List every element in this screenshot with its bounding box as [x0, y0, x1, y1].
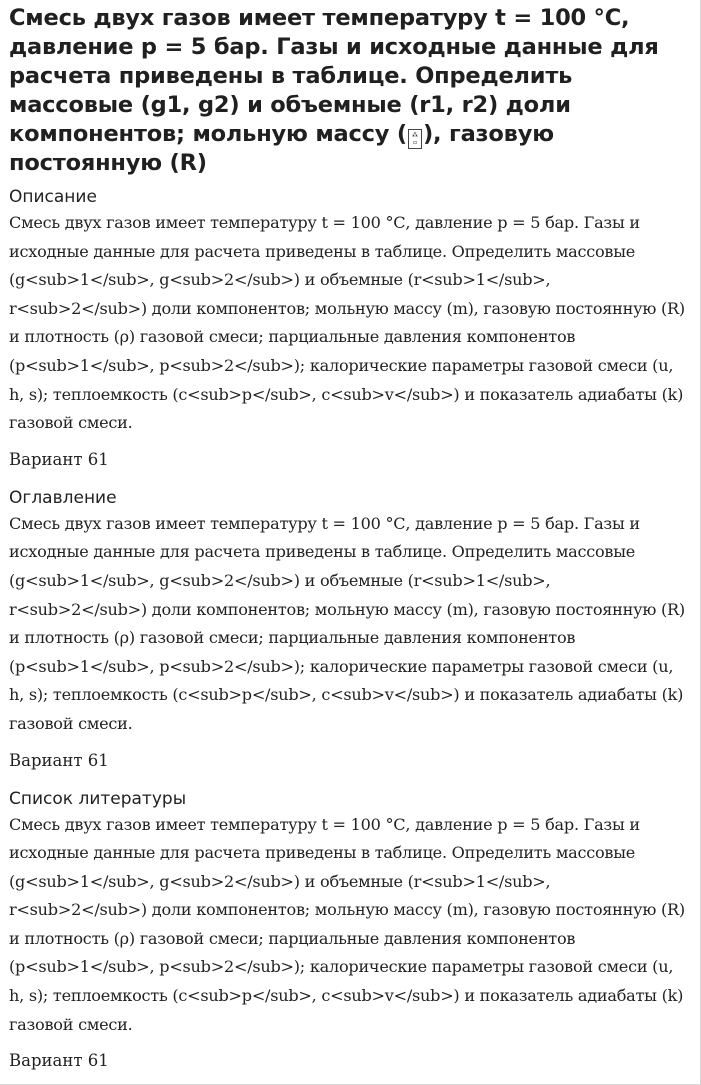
description-section [9, 184, 688, 473]
section-text: Смесь двух газов имеет температуру t = 100 °С, давление р = 5 бар. Газы и исходные данные для расчета приведены в таблице. Определить массовые (g<sub>1</sub>, g<sub>2</sub>) и объемные (r<sub>1</sub>, r<sub>2</sub>) доли компонентов; мольную массу (m), газовую постоянную (R) и плотность (ρ) газовой смеси; парциальные давления компонентов (p<sub>1</sub>, p<sub>2</sub>); калорические параметры газовой смеси (u, h, s); теплоемкость (c<sub>p</sub>, c<sub>v</sub>) и показатель адиабаты (k) газовой смеси. [9, 814, 685, 1034]
section-text: Смесь двух газов имеет температуру t = 100 °С, давление р = 5 бар. Газы и исходные данные для расчета приведены в таблице. Определить массовые (g<sub>1</sub>, g<sub>2</sub>) и объемные (r<sub>1</sub>, r<sub>2</sub>) доли компонентов; мольную массу (m), газовую постоянную (R) и плотность (ρ) газовой смеси; парциальные давления компонентов (p<sub>1</sub>, p<sub>2</sub>); калорические параметры газовой смеси (u, h, s); теплоемкость (c<sub>p</sub>, c<sub>v</sub>) и показатель адиабаты (k) газовой смеси. [9, 513, 685, 733]
section-text: Смесь двух газов имеет температуру t = 100 °С, давление р = 5 бар. Газы и исходные данные для расчета приведены в таблице. Определить массовые (g<sub>1</sub>, g<sub>2</sub>) и объемные (r<sub>1</sub>, r<sub>2</sub>) доли компонентов; мольную массу (m), газовую постоянную (R) и плотность (ρ) газовой смеси; парциальные давления компонентов (p<sub>1</sub>, p<sub>2</sub>); калорические параметры газовой смеси (u, h, s); теплоемкость (c<sub>p</sub>, c<sub>v</sub>) и показатель адиабаты (k) газовой смеси. [9, 213, 685, 433]
page-title [9, 4, 688, 178]
missing-glyph-icon: ⁂ ▫ [408, 129, 422, 149]
variant-label: Вариант 61 [9, 750, 109, 770]
section-heading: Оглавление [9, 487, 117, 508]
title-text-end: ), газовую постоянную (R) [9, 121, 554, 176]
references-section [9, 786, 688, 1075]
section-heading: Описание [9, 187, 97, 207]
contents-section [9, 485, 688, 774]
title-text-start: Смесь двух газов имеет температуру t = 100 °С, давление р = 5 бар. Газы и исходные данные для расчета приведены в таблице. Определить массовые (g1, g2) и объемные (r1, r2) доли компонентов; мольную массу ( [9, 5, 659, 147]
variant-label: Вариант 61 [9, 449, 109, 469]
variant-label: Вариант 61 [9, 1051, 109, 1071]
section-heading: Список литературы [9, 788, 187, 809]
